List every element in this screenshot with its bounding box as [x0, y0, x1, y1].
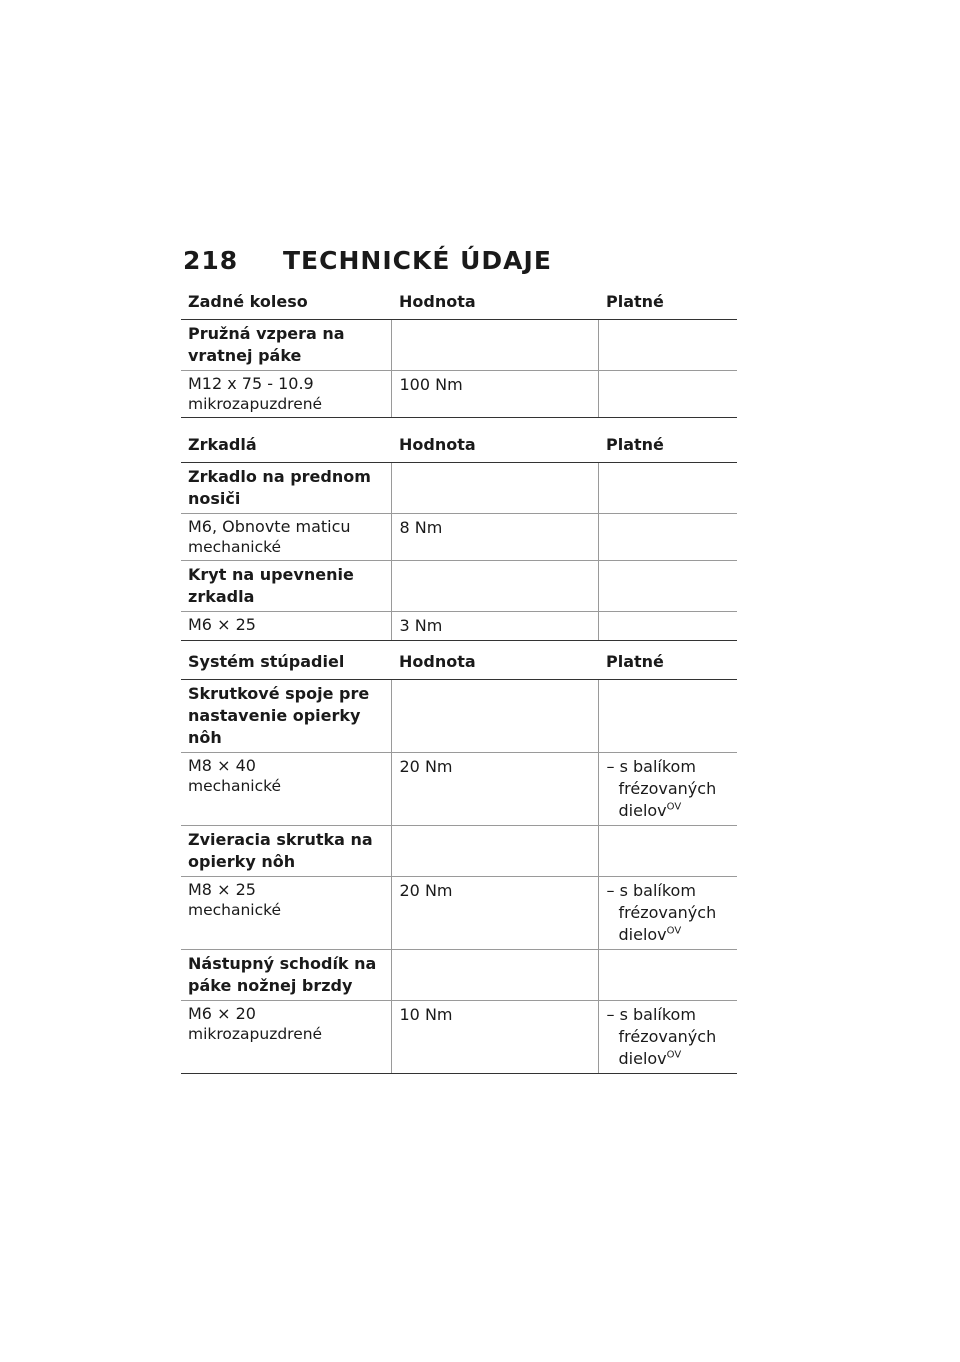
table-row: [181, 1001, 737, 1074]
table-row: [181, 612, 737, 641]
note-text: – s balíkom frézovaných dielov: [606, 757, 717, 820]
table-row: [181, 877, 737, 950]
spec-value: 3 Nm: [391, 612, 598, 641]
spec-line2: mechanické: [188, 777, 282, 795]
spec-description: [181, 877, 391, 950]
spec-line1: M12 x 75 - 10.9: [188, 374, 314, 393]
spec-description: [181, 514, 391, 561]
table-group-row: [181, 463, 737, 514]
spec-description: [181, 612, 391, 641]
note-text: – s balíkom frézovaných dielov: [606, 881, 717, 944]
column-header-value: Hodnota: [391, 435, 598, 463]
page-header: [183, 246, 552, 278]
spec-value: 100 Nm: [391, 371, 598, 418]
spec-value: 10 Nm: [391, 1001, 598, 1074]
table-header-row: [181, 292, 737, 320]
column-header-component: Zadné koleso: [181, 292, 391, 320]
spec-line2: mechanické: [188, 538, 282, 556]
spec-line1: M8 × 40: [188, 756, 256, 775]
column-header-component: Systém stúpadiel: [181, 652, 391, 680]
group-title: Kryt na upevnenie zrkadla: [181, 561, 391, 612]
group-title: Pružná vzpera na vratnej páke: [181, 320, 391, 371]
section-footrests: [181, 652, 737, 1074]
page-title: TECHNICKÉ ÚDAJE: [283, 246, 552, 275]
spec-table: [181, 292, 737, 418]
spec-value: 20 Nm: [391, 877, 598, 950]
spec-value: 20 Nm: [391, 753, 598, 826]
table-row: [181, 514, 737, 561]
table-group-row: [181, 826, 737, 877]
section-mirrors: [181, 435, 737, 641]
spec-table: [181, 652, 737, 1074]
group-title: Nástupný schodík na páke nožnej brzdy: [181, 950, 391, 1001]
spec-note: [598, 612, 737, 641]
table-row: [181, 753, 737, 826]
column-header-applies: Platné: [598, 292, 737, 320]
spec-note: [598, 514, 737, 561]
spec-value: 8 Nm: [391, 514, 598, 561]
spec-description: [181, 1001, 391, 1074]
column-header-value: Hodnota: [391, 292, 598, 320]
note-superscript: OV: [666, 925, 682, 937]
group-title: Skrutkové spoje pre nastavenie opierky nôh: [181, 680, 391, 753]
spec-line1: M6, Obnovte maticu: [188, 517, 351, 536]
spec-line2: mikrozapuzdrené: [188, 1025, 323, 1043]
note-superscript: OV: [666, 1049, 682, 1061]
spec-note: [598, 877, 737, 950]
group-title: Zvieracia skrutka na opierky nôh: [181, 826, 391, 877]
spec-note: [598, 1001, 737, 1074]
spec-line2: mikrozapuzdrené: [188, 395, 323, 413]
spec-table: [181, 435, 737, 641]
note-superscript: OV: [666, 801, 682, 813]
column-header-applies: Platné: [598, 435, 737, 463]
table-group-row: [181, 950, 737, 1001]
spec-note: [598, 753, 737, 826]
note-text: – s balíkom frézovaných dielov: [606, 1005, 717, 1068]
spec-line2: mechanické: [188, 901, 282, 919]
page-number: 218: [183, 246, 239, 275]
table-row: [181, 371, 737, 418]
spec-note: [598, 371, 737, 418]
spec-line1: M6 × 25: [188, 615, 256, 634]
table-header-row: [181, 652, 737, 680]
column-header-component: Zrkadlá: [181, 435, 391, 463]
table-group-row: [181, 680, 737, 753]
column-header-value: Hodnota: [391, 652, 598, 680]
table-group-row: [181, 561, 737, 612]
table-header-row: [181, 435, 737, 463]
column-header-applies: Platné: [598, 652, 737, 680]
spec-description: [181, 753, 391, 826]
spec-line1: M6 × 20: [188, 1004, 256, 1023]
section-rear-wheel: [181, 292, 737, 418]
spec-line1: M8 × 25: [188, 880, 256, 899]
spec-description: [181, 371, 391, 418]
group-title: Zrkadlo na prednom nosiči: [181, 463, 391, 514]
table-group-row: [181, 320, 737, 371]
